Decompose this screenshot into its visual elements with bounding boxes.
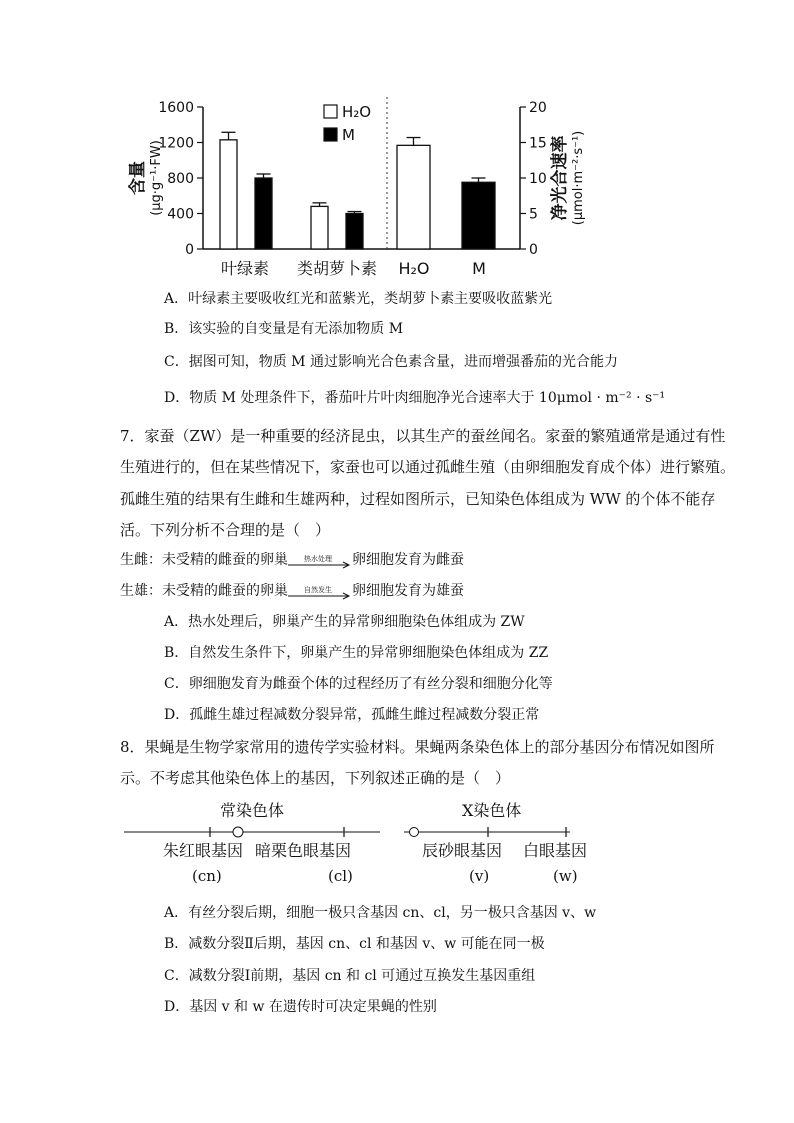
q6-option-d: D．物质 M 处理条件下，番茄叶片叶肉细胞净光合速率大于 10μmol · m⁻² · s⁻¹ xyxy=(164,390,666,406)
gene-name-w: 白眼基因 xyxy=(523,841,588,860)
right-y-tick-label: 5 xyxy=(529,206,538,223)
process-female-arrow-label: 热水处理 xyxy=(304,555,332,563)
q7-stem-line-1: 7．家蚕（ZW）是一种重要的经济昆虫，以其生产的蚕丝闻名。家蚕的繁殖通常是通过有性 xyxy=(120,427,726,445)
arrow-icon xyxy=(288,592,352,600)
bar-h2o xyxy=(397,145,430,249)
q7-option-a: A．热水处理后，卵巢产生的异常卵细胞染色体组成为 ZW xyxy=(164,614,525,630)
left-y-tick-label: 1200 xyxy=(158,135,194,152)
process-female-left: 生雌：未受精的雌蚕的卵巢 xyxy=(120,552,288,568)
gene-symbol-cn: (cn) xyxy=(192,867,222,885)
bar-h2o xyxy=(220,140,237,249)
photosynthesis-chart xyxy=(0,0,794,290)
gene-name-cl: 暗栗色眼基因 xyxy=(255,841,352,860)
left-y-tick-label: 800 xyxy=(167,171,194,187)
legend-label: M xyxy=(342,126,355,144)
left-y-axis-label: 含量 xyxy=(128,161,148,195)
left-y-axis-unit: (μg·g⁻¹·FW) xyxy=(149,140,164,216)
gene-symbol-v: (v) xyxy=(469,867,490,885)
process-female-right: 卵细胞发育为雌蚕 xyxy=(352,552,464,568)
gene-name-cn: 朱红眼基因 xyxy=(163,841,244,860)
q7-stem-line-4: 活。下列分析不合理的是（ ） xyxy=(120,521,331,539)
q8-option-c: C．减数分裂Ⅰ前期，基因 cn 和 cl 可通过互换发生基因重组 xyxy=(164,968,536,984)
process-male-right: 卵细胞发育为雄蚕 xyxy=(352,583,464,599)
right-y-tick-label: 10 xyxy=(529,171,547,187)
q6-option-b: B．该实验的自变量是有无添加物质 M xyxy=(164,321,404,337)
legend-label: H₂O xyxy=(342,103,372,121)
q8-stem-line-1: 8．果蝇是生物学家常用的遗传学实验材料。果蝇两条染色体上的部分基因分布情况如图所 xyxy=(120,738,715,756)
legend-swatch xyxy=(324,105,337,118)
q7-stem-line-2: 生殖进行的，但在某些情况下，家蚕也可以通过孤雌生殖（由卵细胞发育成个体）进行繁殖。 xyxy=(120,458,736,476)
process-male-arrow-label: 自然发生 xyxy=(304,586,332,594)
bar-m xyxy=(255,178,272,249)
autosome-title: 常染色体 xyxy=(220,801,285,820)
x-category-label: 类胡萝卜素 xyxy=(296,259,378,278)
right-y-tick-label: 15 xyxy=(529,135,547,152)
q7-option-d: D．孤雌生雄过程减数分裂异常，孤雌生雌过程减数分裂正常 xyxy=(164,707,540,723)
x-category-label: H₂O xyxy=(398,259,430,278)
q7-option-b: B．自然发生条件下，卵巢产生的异常卵细胞染色体组成为 ZZ xyxy=(164,645,549,661)
left-y-tick-label: 400 xyxy=(167,206,194,223)
centromere-icon xyxy=(233,827,243,837)
gene-name-v: 辰砂眼基因 xyxy=(422,841,503,860)
q7-stem-line-3: 孤雌生殖的结果有生雌和生雄两种，过程如图所示，已知染色体组成为 WW 的个体不能存 xyxy=(120,490,716,508)
bar-h2o xyxy=(311,206,328,249)
q8-stem-line-2: 示。不考虑其他染色体上的基因，下列叙述正确的是（ ） xyxy=(120,769,511,787)
left-y-tick-label: 0 xyxy=(185,242,194,258)
bar-m xyxy=(462,182,495,249)
right-y-axis-unit: (μmol·m⁻²·s⁻¹) xyxy=(571,130,586,226)
x-category-label: 叶绿素 xyxy=(220,259,270,278)
x-category-label: M xyxy=(472,259,486,278)
q8-option-a: A．有丝分裂后期，细胞一极只含基因 cn、cl，另一极只含基因 v、w xyxy=(164,905,597,921)
process-male-left: 生雄：未受精的雌蚕的卵巢 xyxy=(120,583,288,599)
q6-option-c: C．据图可知，物质 M 通过影响光合色素含量，进而增强番茄的光合能力 xyxy=(164,354,618,370)
gene-symbol-cl: (cl) xyxy=(328,867,353,885)
q8-option-d: D．基因 v 和 w 在遗传时可决定果蝇的性别 xyxy=(164,999,437,1015)
right-y-tick-label: 0 xyxy=(529,242,538,258)
q6-option-a: A．叶绿素主要吸收红光和蓝紫光，类胡萝卜素主要吸收蓝紫光 xyxy=(164,291,553,307)
gene-symbol-w: (w) xyxy=(553,867,578,885)
chromosome-lines xyxy=(118,822,578,842)
centromere-icon xyxy=(410,828,419,837)
right-y-tick-label: 20 xyxy=(529,100,547,116)
q8-option-b: B．减数分裂Ⅱ后期，基因 cn、cl 和基因 v、w 可能在同一极 xyxy=(164,936,545,952)
left-y-tick-label: 1600 xyxy=(158,100,194,116)
q7-option-c: C．卵细胞发育为雌蚕个体的过程经历了有丝分裂和细胞分化等 xyxy=(164,676,553,692)
legend-swatch xyxy=(324,128,337,141)
x-chromosome-title: X染色体 xyxy=(462,801,522,820)
bar-m xyxy=(346,214,363,250)
arrow-icon xyxy=(288,561,352,569)
right-y-axis-label: 净光合速率 xyxy=(550,135,570,221)
